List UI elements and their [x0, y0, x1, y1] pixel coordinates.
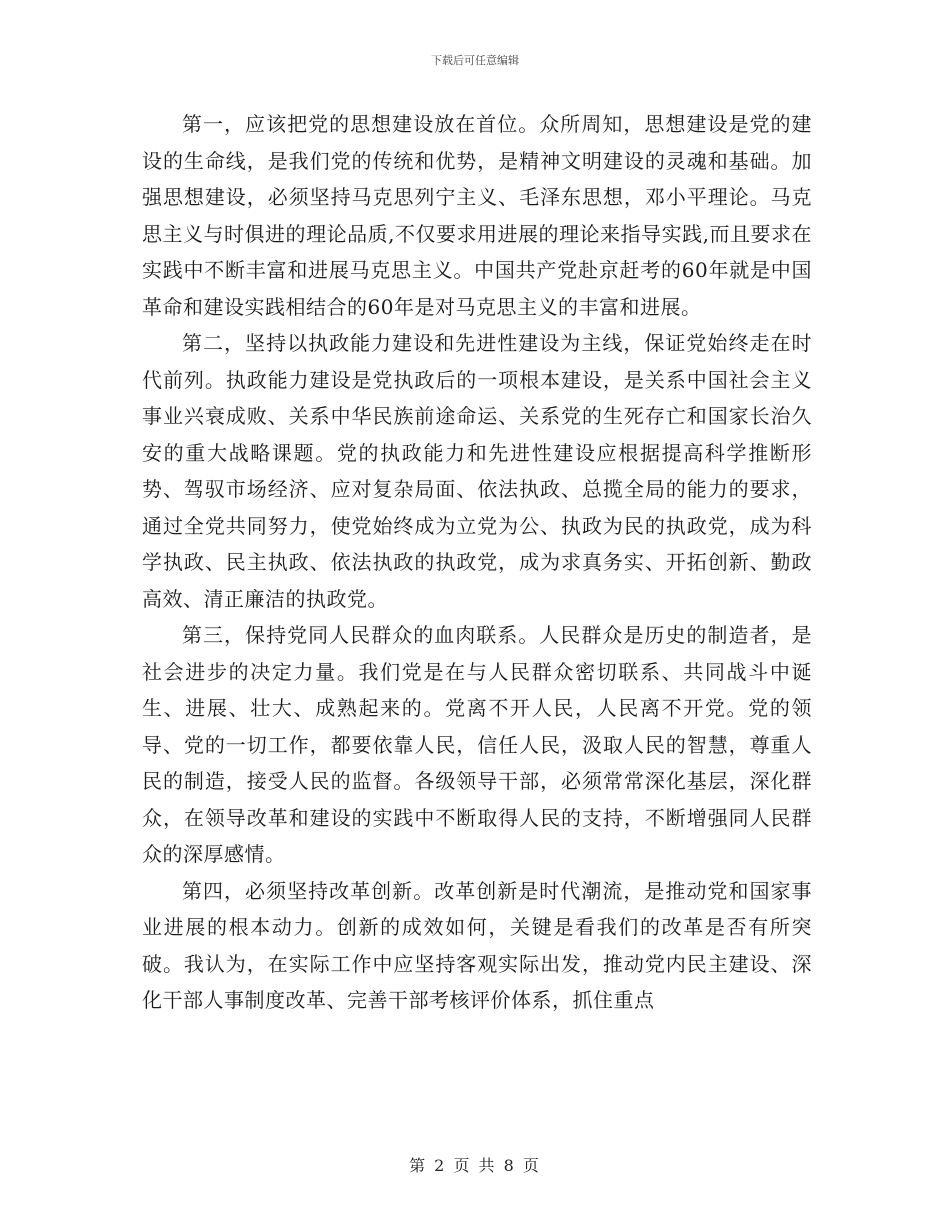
- page-header: 下载后可任意编辑: [431, 54, 519, 67]
- page-number: 第 2 页 共 8 页: [409, 1156, 541, 1175]
- document-body: [142, 106, 812, 1019]
- paragraph-4: 第四，必须坚持改革创新。改革创新是时代潮流，是推动党和国家事业进展的根本动力。创新的成效如何，关键是看我们的改革是否有所突破。我认为，在实际工作中应坚持客观实际出发，推动党内民主建设、深化干部人事制度改革、完善干部考核评价体系，抓住重点: [142, 878, 812, 1012]
- paragraph-1: 第一，应该把党的思想建设放在首位。众所周知，思想建设是党的建设的生命线，是我们党的传统和优势，是精神文明建设的灵魂和基础。加强思想建设，必须坚持马克思列宁主义、毛泽东思想，邓小平理论。马克思主义与时俱进的理论品质,不仅要求用进展的理论来指导实践,而且要求在实践中不断丰富和进展马克思主义。中国共产党赴京赶考的60年就是中国革命和建设实践相结合的60年是对马克思主义的丰富和进展。: [142, 112, 812, 319]
- paragraph-3: 第三，保持党同人民群众的血肉联系。人民群众是历史的制造者，是社会进步的决定力量。我们党是在与人民群众密切联系、共同战斗中诞生、进展、壮大、成熟起来的。党离不开人民，人民离不开党。党的领导、党的一切工作，都要依靠人民，信任人民，汲取人民的智慧，尊重人民的制造，接受人民的监督。各级领导干部，必须常常深化基层，深化群众，在领导改革和建设的实践中不断取得人民的支持，不断增强同人民群众的深厚感情。: [142, 623, 812, 866]
- paragraph-2: 第二，坚持以执政能力建设和先进性建设为主线，保证党始终走在时代前列。执政能力建设是党执政后的一项根本建设，是关系中国社会主义事业兴衰成败、关系中华民族前途命运、关系党的生死存亡和国家长治久安的重大战略课题。党的执政能力和先进性建设应根据提高科学推断形势、驾驭市场经济、应对复杂局面、依法执政、总揽全局的能力的要求，通过全党共同努力，使党始终成为立党为公、执政为民的执政党，成为科学执政、民主执政、依法执政的执政党，成为求真务实、开拓创新、勤政高效、清正廉洁的执政党。: [142, 331, 812, 611]
